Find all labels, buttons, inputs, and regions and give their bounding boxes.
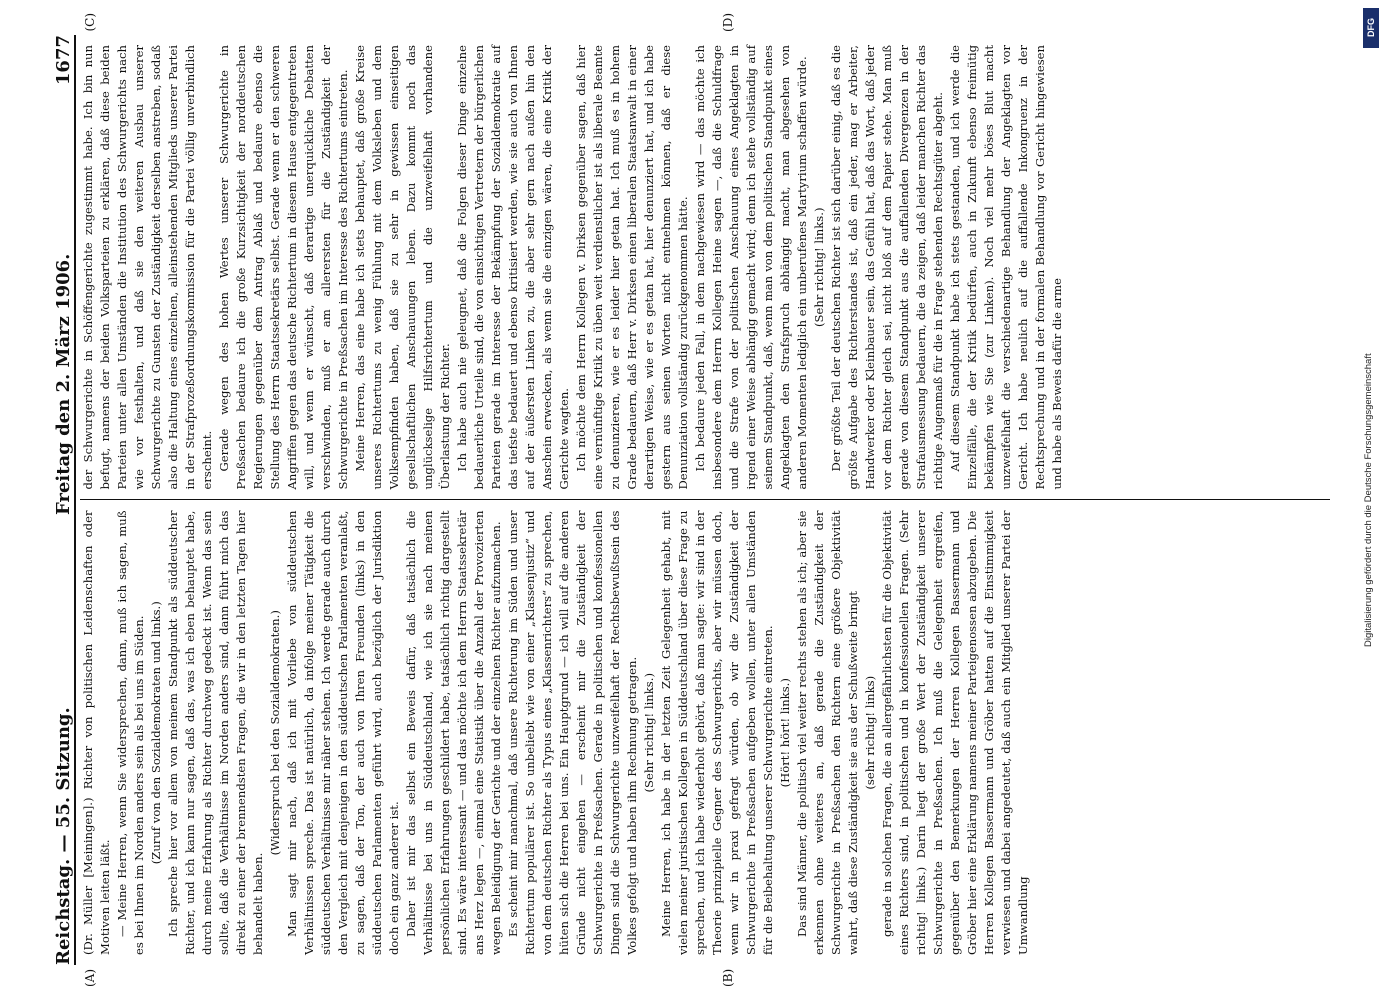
- paragraph: Ich möchte dem Herrn Kollegen v. Dirksen gegenüber sagen, daß hier eine vernünftige Kritik zu üben weit verdienstlicher ist als liberale Beamte zu denunzieren, wie er es leider hier getan hat. Ich muß es in hohem Grade bedauern, daß Herr v. Dirksen einen liberalen Staatsanwalt in einer derartigen Weise, wie er es getan hat, hier denunziert hat, und ich habe gestern aus seinen Worten nicht entnehmen können, daß er diese Denunziation vollständig zurückgenommen hätte.: [574, 45, 690, 490]
- paragraph: Ich habe auch nie geleugnet, daß die Folgen dieser Dinge einzelne bedauerliche Urteile sind, die von einsichtigen Vertretern der bürgerlichen Parteien gerade im Interesse der Bekämpfung der Sozialdemokratie auf das tiefste bedauert und ebenso kritisiert werden, wie sie auch von Ihnen auf der äußersten Linken zu, die aber sehr gern nach außen hin den Anschein erwecken, als wenn sie die einzigen wären, die eine Kritik der Gerichte wagten.: [455, 45, 571, 490]
- paragraph: Daher ist mir das selbst ein Beweis dafür, daß tatsächlich die Verhältnisse bei uns in Süddeutschland, wie ich sie nach meinen persönlichen Erfahrungen geschildert habe, tatsächlich richtig dargestellt sind. Es wäre interessant — und das möchte ich dem Herrn Staatssekretär ans Herz legen —, einmal eine Statistik über die Anzahl der Provozierten wegen Beleidigung der Gerichte und der einzelnen Richter aufzumachen.: [404, 510, 503, 955]
- interjection: (Zuruf von den Sozialdemokraten und links.): [149, 601, 163, 865]
- interjection: (Sehr richtig! links.): [812, 207, 826, 327]
- paragraph: Der größte Teil der deutschen Richter ist sich darüber einig, daß es die größte Aufgabe des Richterstandes ist, daß ein jeder, mag er Arbeiter, Handwerker oder Kleinbauer sein, das Gefühl hat, daß das Wort, daß jeder vor dem Richter gleich sei, nicht bloß auf dem Papier stehe. Man muß gerade von diesem Standpunkt aus die auffallenden Divergenzen in der Strafausmessung bedauern, die da zeigen, daß leider manchen Richter das richtige Augenmaß für die in Frage stehenden Rechtsgüter abgeht.: [829, 45, 945, 490]
- paragraph: Meine Herren, das eine habe ich stets behauptet, daß große Kreise unseres Richtertums zu wenig Fühlung mit dem Volksleben und dem Volksempfinden haben, daß sie zu sehr in gewissen einseitigen gesellschaftlichen Anschauungen leben. Dazu kommt noch das unglückselige Hilfsrichtertum und die unzweifelhaft vorhandene Überlastung der Richter.: [353, 45, 452, 490]
- paragraph: gerade in solchen Fragen, die an allergefährlichsten für die Objektivität eines Richters sind, in politischen und in konfessionellen Fragen. (Sehr richtig! links.) Darin liegt der große Wert der Zuständigkeit unserer Schwurgerichte in Preßsachen. Ich muß die Gelegenheit ergreifen, gegenüber den Bemerkungen der Herren Kollegen Bassermann und Gröber hier eine Erklärung namens meiner Parteigenossen abzugeben. Die Herren Kollegen Bassermann und Gröber hatten auf die Einstimmigkeit verwiesen und dabei angedeutet, daß auch ein Mitglied unserer Partei der Umwandlung: [880, 510, 1030, 955]
- paragraph: Ich bedaure jeden Fall, in dem nachgewiesen wird — das möchte ich insbesondere dem Herrn Kollegen Heine sagen —, daß die Schuldfrage und die Strafe von der politischen Anschauung eines Angeklagten in irgend einer Weise abhängig gemacht wird; denn ich stehe vollständig auf seinem Standpunkt, daß, wenn man von dem politischen Standpunkt eines Angeklagten den Strafspruch abhängig macht, man abgesehen von anderen Momenten lediglich ein unberufenes Martyrium schaffen würde.: [693, 45, 809, 490]
- paragraph: Ich spreche hier vor allem von meinem Standpunkt als süddeutscher Richter, und ich kann nur sagen, daß das, was ich eben behauptet habe, durch meine Erfahrung als Richter durchweg gedeckt ist. Wenn das sein sollte, daß die Verhältnisse im Norden anders sind, dann führt mich das direkt zu einer der brennendsten Fragen, die wir in den letzten Tagen hier behandelt haben.: [166, 510, 265, 955]
- page-number: 1677: [53, 35, 74, 86]
- interjection: (Hört! hört! links.): [778, 678, 792, 788]
- interjection: (sehr richtig! links): [863, 675, 877, 790]
- dfg-logo: DFG: [1363, 8, 1379, 48]
- paragraph: Auf diesem Standpunkt habe ich stets gestanden, und ich werde die Einzelfälle, die der Kritik bedürfen, auch in Zukunft ebenso freimütig bekämpfen wie Sie (zur Linken). Noch viel mehr böses Blut macht unzweifelhaft die verschiedenartige Behandlung der Angeklagten vor Gericht. Ich habe neulich auf die auffallende Inkongruenz in der Rechtsprechung und in der formalen Behandlung vor Gericht hingewiesen und habe als Beweis dafür die arme: [948, 45, 1064, 490]
- header-left: Reichstag. — 55. Sitzung.: [53, 707, 74, 965]
- margin-marker-b: (B): [721, 968, 735, 987]
- paragraph: Man sagt mir nach, daß ich mit Vorliebe von süddeutschen Verhältnissen spreche. Das ist natürlich, da infolge meiner Tätigkeit die süddeutschen Verhältnisse mir näher stehen. Ich werde gerade auch durch den Vergleich mit denjenigen in den süddeutschen Parlamenten veranlaßt, zu sagen, daß der Ton, der auch von Ihren Freunden (links) in den süddeutschen Parlamenten geführt wird, auch bezüglich der Jurisdiktion doch ein ganz anderer ist.: [285, 510, 401, 955]
- rotated-page: [40, 13, 1340, 987]
- paragraph: Gerade wegen des hohen Wertes unserer Schwurgerichte in Preßsachen bedaure ich die große Kurzsichtigkeit der norddeutschen Regierungen gegenüber dem Antrag Ablaß und bedaure ebenso die Stellung des Herrn Staatssekretärs selbst. Gerade wenn er den schweren Angriffen gegen das deutsche Richtertum in diesem Hause entgegentreten will, und wenn er wünscht, daß derartige unerquickliche Debatten verschwinden, muß er am allerersten für die Zuständigkeit der Schwurgerichte in Preßsachen im Interesse des Richtertums eintreten.: [217, 45, 350, 490]
- paragraph: Meine Herren, ich habe in der letzten Zeit Gelegenheit gehabt, mit vielen meiner juristischen Kollegen in Süddeutschland über diese Frage zu sprechen, und ich habe wiederholt gehört, daß man sagte: wir sind in der Theorie prinzipielle Gegner des Schwurgerichts, aber wir müssen doch, wenn wir in praxi gefragt würden, ob wir die Zuständigkeit der Schwurgerichte in Preßsachen aufgeben wollen, unter allen Umständen für die Beibehaltung unserer Schwurgerichte eintreten.: [659, 510, 775, 955]
- speaker-line: (Dr. Müller [Meiningen].) Richter von politischen Leidenschaften oder Motiven leiten läßt.: [81, 510, 112, 955]
- margin-marker-d: (D): [721, 13, 735, 32]
- paragraph: Es scheint mir manchmal, daß unsere Richterung im Süden und unser Richtertum populärer ist. So unbeliebt wie von einer „Klassenjustiz“ und von dem deutschen Richter als Typus eines „Klassenrichters“ zu sprechen, hüten sich die Herren bei uns. Ein Hauptgrund — ich will auf die anderen Gründe nicht eingehen — erscheint mir die Zuständigkeit der Schwurgerichte in Preßsachen. Gerade in politischen und konfessionellen Dingen sind die Schwurgerichte unzweifelhaft der Rechtsbewußtsein des Volkes gefolgt und haben ihm Rechnung getragen.: [506, 510, 639, 955]
- interjection: (Widerspruch bei den Sozialdemokraten.): [268, 610, 282, 856]
- column-right: [80, 13, 1330, 500]
- page-header: [40, 35, 76, 965]
- margin-marker-c: (C): [83, 13, 97, 32]
- header-date: Freitag den 2. März 1906.: [53, 253, 74, 515]
- interjection: (Sehr richtig! links.): [642, 673, 656, 793]
- margin-marker-a: (A): [83, 968, 97, 987]
- paragraph: der Schwurgerichte in Schöffengerichte zugestimmt habe. Ich bin nun befugt, namens der beiden Volksparteien zu erklären, daß diese beiden Parteien unter allen Umständen die Institution des Schwurgerichts nach wie vor festhalten, und daß sie den weiteren Ausbau unserer Schwurgerichte zu Gunsten der Zuständigkeit derselben anstreben, sodaß also die Haltung eines einzelnen, alleinstehenden Mitglieds unserer Partei in der Strafprozeßordnungskommission für die Partei völlig unverbindlich erscheint.: [81, 45, 214, 490]
- paragraph: Das sind Männer, die politisch viel weiter rechts stehen als ich; aber sie erkennen ohne weiteres an, daß gerade die Zuständigkeit der Schwurgerichte in Preßsachen den Richtern eine größere Objektivität wahrt, daß diese Zuständigkeit sie aus der Schußweite bringt: [795, 510, 860, 955]
- paragraph: — Meine Herren, wenn Sie widersprechen, dann, muß ich sagen, muß es bei Ihnen im Norden anders sein als bei uns im Süden.: [115, 510, 146, 955]
- digitization-notice: Digitalisierung gefördert durch die Deutsche Forschungsgemeinschaft: [1363, 353, 1374, 647]
- column-left: [80, 500, 1330, 987]
